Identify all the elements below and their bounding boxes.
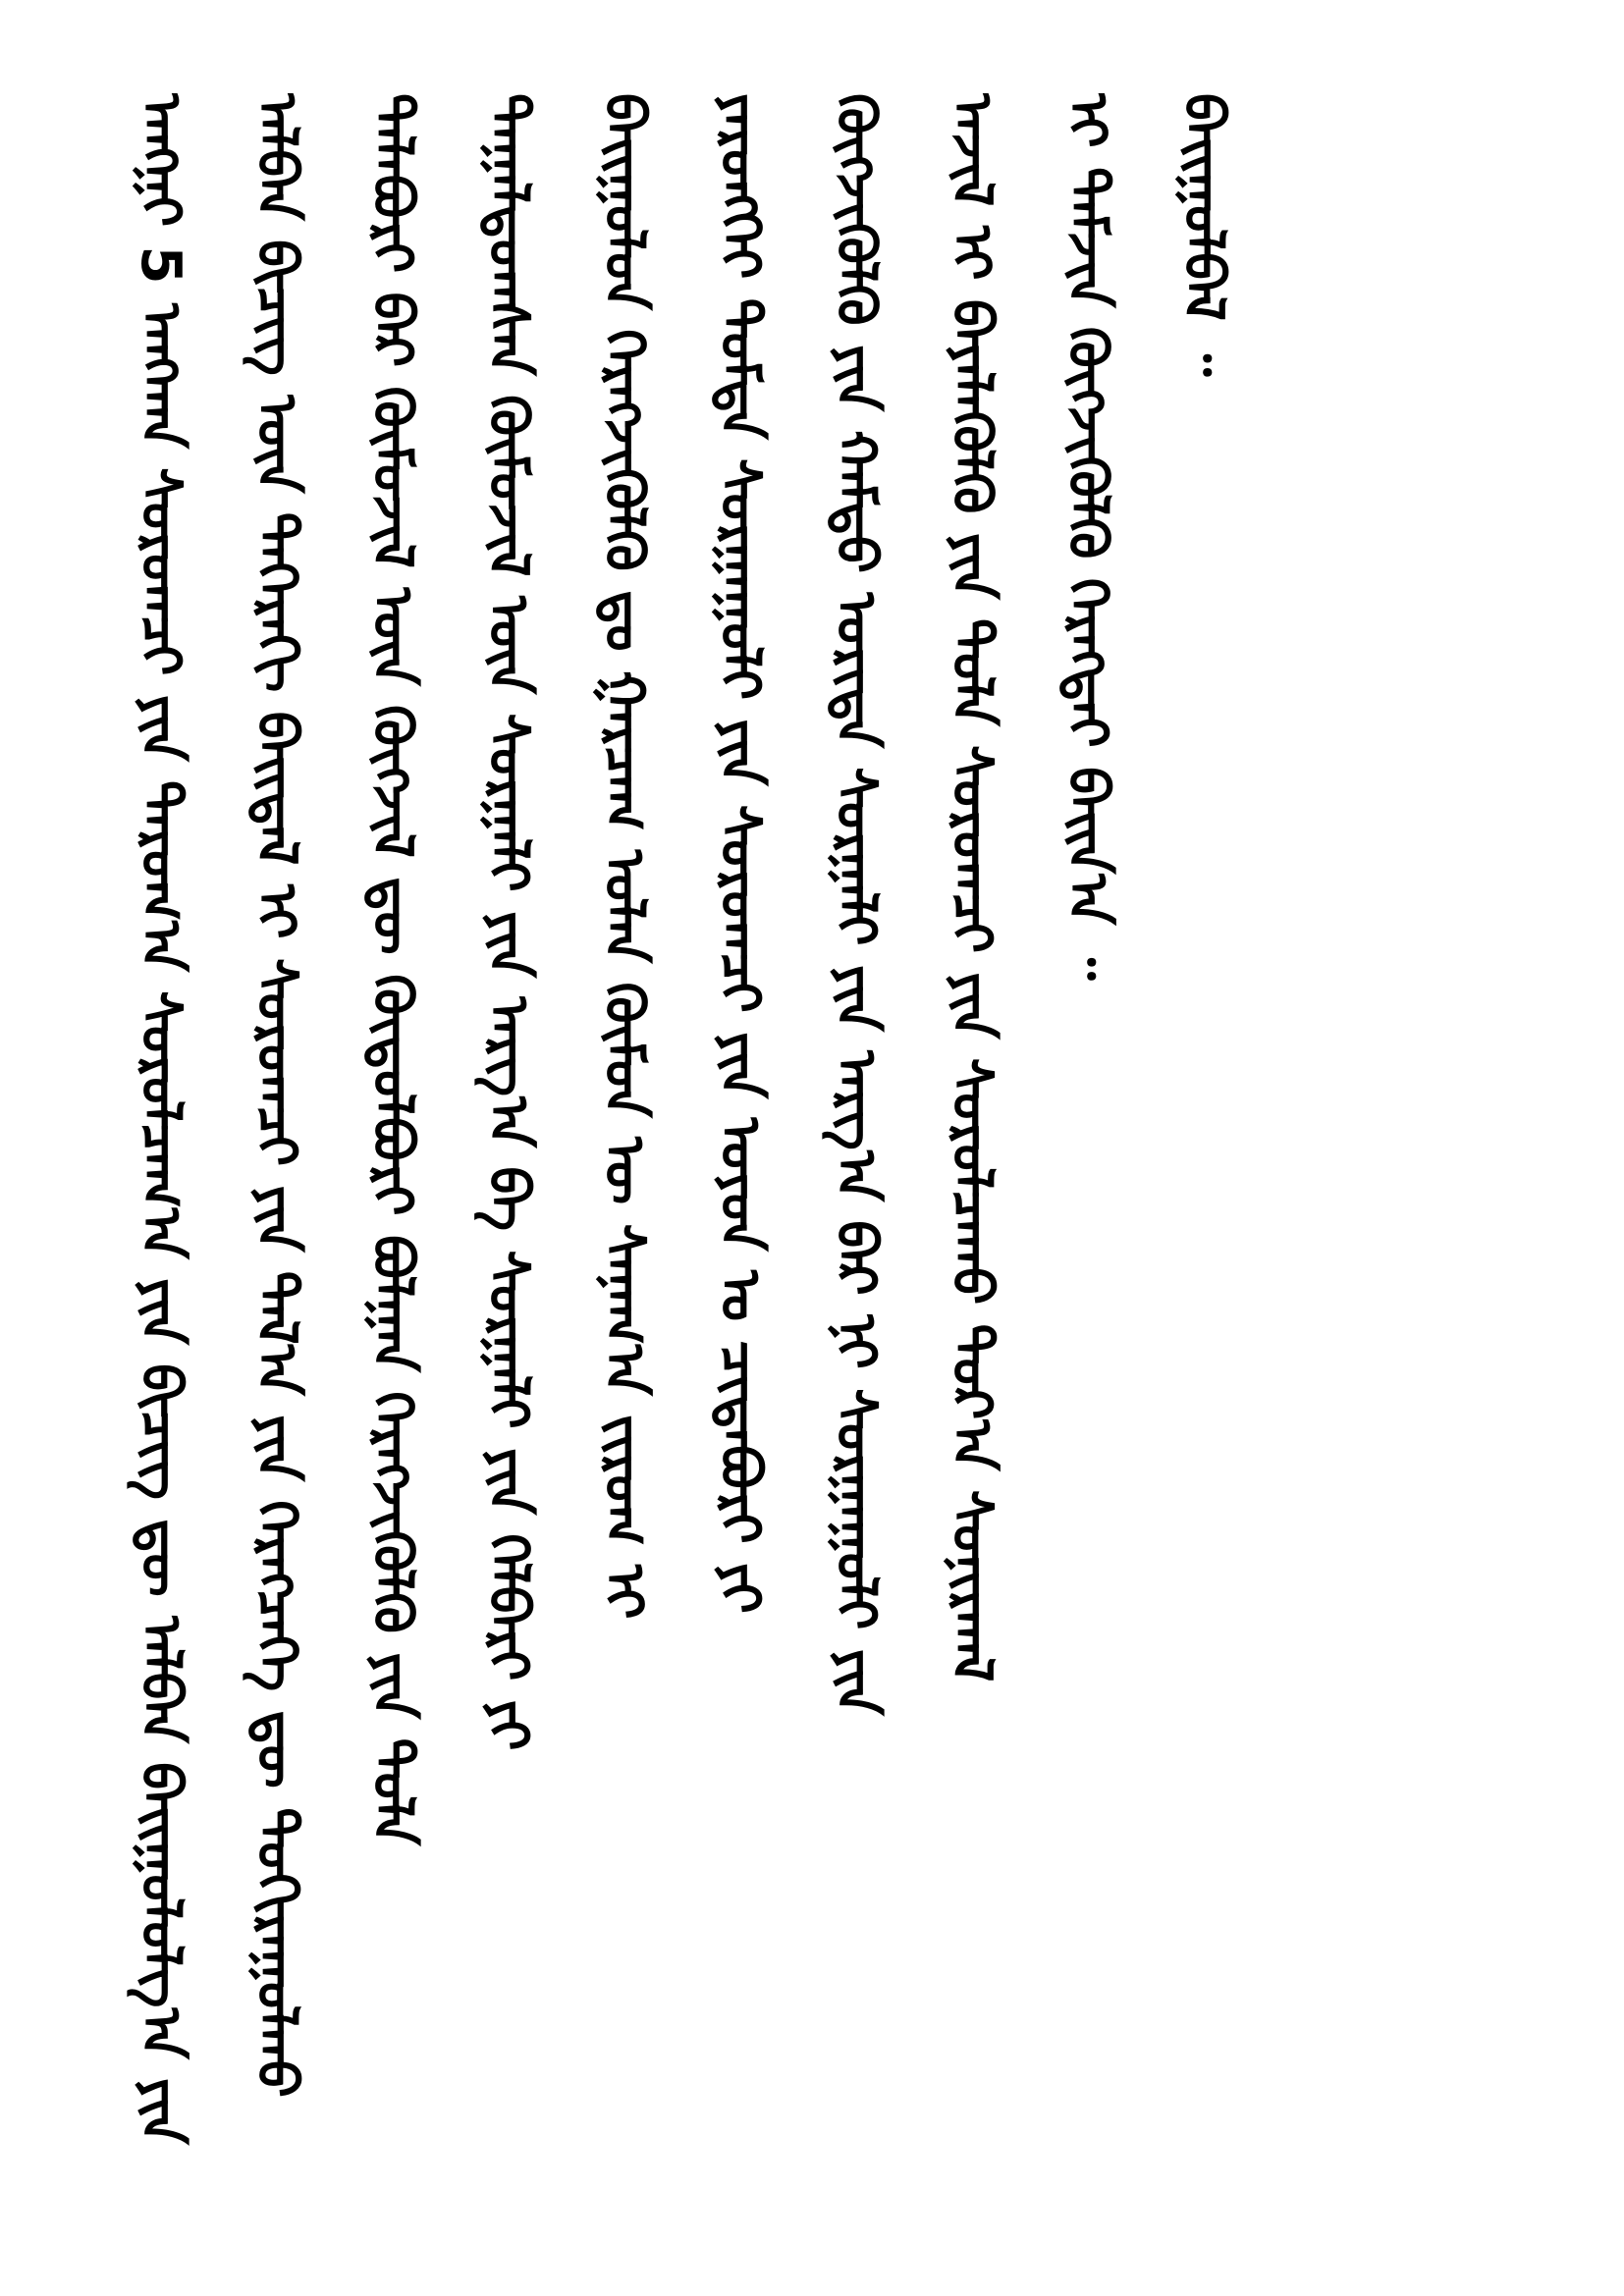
text-line-2: ᠠᠯᠪᠠᠨ ᠪᠢᠴᠢᠭ ᠦᠨ ᠳᠡᠭᠡᠷᠡᠬᠢ ᠪᠠᠢᠳᠠᠯ ᠢ ᠰᠤᠷᠤᠭᠴᠢ ᠶᠢᠨ ᠲᠠᠯ᠎ᠠ ᠶᠢᠨ ᠬᠡᠷᠡᠭᠴᠡᠭᠡ ᠳᠦ ᠲᠣᠬᠢᠷᠠᠭᠤᠯᠬᠤ xyxy=(244,93,308,2098)
text-line-10: ᠪᠠᠢᠭᠤᠯᠪᠠᠯ ᠃ xyxy=(1171,93,1235,377)
text-line-4: ᠳᠠᠭᠠᠯᠳᠤᠭᠰᠠᠨ ᠬᠥᠮᠦᠵᠢᠯ ᠦᠨ ᠰᠤᠷᠭᠠᠯᠢ ᠶᠢᠨ ᠠᠷᠭ᠎ᠠ ᠪᠠ ᠰᠤᠷᠭᠠᠯᠢ ᠶᠢᠨ ᠬᠡᠯᠪᠡᠷᠢ ᠶᠢ xyxy=(476,93,540,1751)
mongolian-text-block xyxy=(102,93,1496,2174)
text-line-6: ᠶᠡᠷᠦᠩᠬᠡᠢ ᠳᠤᠮᠳᠠ ᠰᠤᠷᠭᠠᠭᠤᠯᠢ ᠶᠢᠨ ᠰᠤᠷᠤᠭᠴᠢ ᠶᠢᠨ ᠣᠶᠤᠨ ᠤ ᠴᠢᠳᠠᠪᠤᠷᠢ ᠶᠢ xyxy=(708,93,772,1614)
text-line-3: ᠲᠠᠯᠠᠪᠤᠷᠢ ᠪᠠᠷ ᠬᠦᠮᠦᠵᠢᠯ ᠦᠨ ᠬᠥᠭᠵᠢᠯ ᠳᠦ ᠬᠥᠲᠦᠯᠪᠦᠷᠢ ᠪᠣᠯᠭᠠᠨ ᠬᠡᠷᠡᠭᠵᠢᠭᠦᠯᠬᠦ ᠶᠢᠨ ᠲᠤᠯᠠ xyxy=(360,93,424,1846)
text-line-9: ᠢ ᠳᠡᠮᠵᠢᠨ ᠬᠥᠭᠵᠢᠭᠦᠯᠬᠦ ᠬᠡᠷᠡᠭᠲᠡᠢ ᠪᠠᠢᠨ᠎ᠠ ᠃ xyxy=(1056,93,1119,981)
text-line-5: ᠪᠠᠢᠭᠤᠯᠤᠨ ᠬᠡᠷᠡᠭᠵᠢᠭᠦᠯᠬᠦ ᠳᠤ ᠭᠠᠷᠴᠠᠭ ᠣᠯᠠᠨ ᠬᠦᠮᠦᠨ ᠦ ᠰᠠᠨᠠᠭ᠎ᠠ ᠵᠢᠷᠤᠭ ᠢ xyxy=(592,93,656,1620)
text-line-1: ᠠᠩᠭ᠋ᠢ 5 ᠠᠩᠬᠠᠨ ᠰᠤᠷᠤᠭᠴᠢ ᠶᠢᠨ ᠳᠠᠷᠤᠭ᠎ᠠ ᠰᠤᠷᠤᠯᠴᠠᠭ᠎ᠠ ᠶᠢᠨ ᠪᠢᠴᠢᠭ ᠳᠦ ᠠᠯᠪᠠᠨ ᠪᠠᠢᠭᠤᠯᠤᠯᠭ᠎ᠠ ᠶᠢᠨ xyxy=(129,93,192,2145)
text-line-7: ᠬᠥᠭᠵᠢᠭᠦᠯᠬᠦ ᠶᠢᠨ ᠬᠠᠮᠲᠤ ᠤᠷᠢᠳᠠ ᠰᠤᠷᠭᠠᠯᠢ ᠶᠢᠨ ᠠᠷᠭ᠎ᠠ ᠪᠠᠷ ᠨᠢ ᠰᠤᠷᠭᠠᠭᠤᠯᠢ ᠶᠢᠨ xyxy=(824,93,888,1716)
text-line-8: ᠠᠵᠢᠯ ᠢ ᠪᠡᠶᠡᠯᠡᠭᠦᠯᠬᠦ ᠶᠢᠨ ᠲᠤᠯᠠ ᠰᠤᠷᠤᠭᠴᠢ ᠶᠢᠨ ᠰᠤᠷᠤᠯᠴᠠᠬᠤ ᠳᠤᠷ᠎ᠠ ᠰᠣᠨᠢᠷᠬᠠᠯ xyxy=(940,93,1003,1682)
